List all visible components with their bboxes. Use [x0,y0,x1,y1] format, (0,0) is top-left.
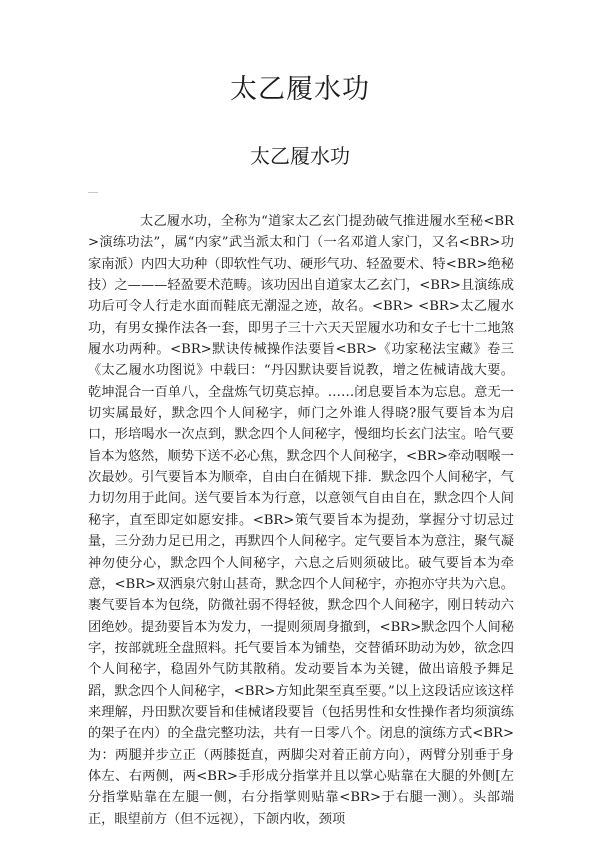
margin-mark [88,192,98,193]
document-title: 太乙履水功 [230,74,370,105]
body-paragraph: 太乙履水功，全称为“道家太乙玄门提劲破气推进履水至秘<BR>演练功法”，属“内家”武当派太和门（一名邓道人家门，又名<BR>功家南派）内四大功种（即软性气功、硬形气功、轻盈要术、特<BR>绝秘技）之———轻盈要术范畴。该功因出自道家太乙玄门，<BR>且演练成功后可令人行走水面而鞋底无潮湿之迹，故名。<BR> <BR>太乙履水功，有男女操作法各一套，即男子三十六天天罡履水功和女子七十二地煞履水功两种。<BR>默诀传械操作法要旨<BR>《功家秘法宝藏》卷三《太乙履水功图说》中载曰：“丹囚默诀要旨说教，增之佐械请战大要。乾坤混合一百单八，全盘炼气切莫忘掉。……闭息要旨本为忘息。意无一切实属最好，默念四个人间秘字，师门之外谁人得晓?服气要旨本为启口，形培喝水一次点到，默念四个人间秘字，慢细均长玄门法宝。哈气要旨本为悠然，顺势下送不必心焦，默念四个人间秘字，<BR>牵动咽喉一次最妙。引气要旨本为顺牵，自由白在循规下排．默念四个人间秘字，气力切勿用于此间。送气要旨本为行意，以意领气自由自在，默念四个人间秘字，直至即定如愿安排。<BR>策气要旨本为提劲，掌握分寸切忌过量，三分劲力足已用之，再默四个人间秘字。定气要旨本为意注，聚气凝神勿使分心，默念四个人间秘字，六息之后则须破比。破气要旨本为牵意，<BR>双洒泉穴射山甚奇，默念四个人间秘宇，亦抱亦守共为六息。裹气要旨本为包绕，防微社弱不得轻彼，默念四个人间秘字，刚日转动六团绝妙。提劲要旨本为发力，一提则须周身撤到，<BR>默念四个人间秘字，按部就班全盘照料。托气要旨本为铺垫，交替循环助动为妙，欲念四个人间秘字，稳固外气防其散稍。发动要旨本为关键，做出谙般予舞足蹈，默念四个人间秘字，<BR>方知此架至真至要。”以上这段话应该这样来理解，丹田默次要旨和佳械诸段要旨（包括男性和女性操作者均须演练的架子在内）的全盘完整功法，共有一日零八个。闭息的演练方式<BR>为：两腿并步立正（两膝挺直，两脚尖对着正前方向），两臂分别垂于身体左、右两侧，两<BR>手形成分指掌并且以掌心贴靠在大腿的外侧[左分指掌贴靠在左腿一侧，右分指掌则贴靠<BR>于右腿一测）。头部端正，眼望前方（但不远视），下颌内收，颈项 [88,214,514,827]
document-subtitle: 太乙履水功 [250,144,350,168]
